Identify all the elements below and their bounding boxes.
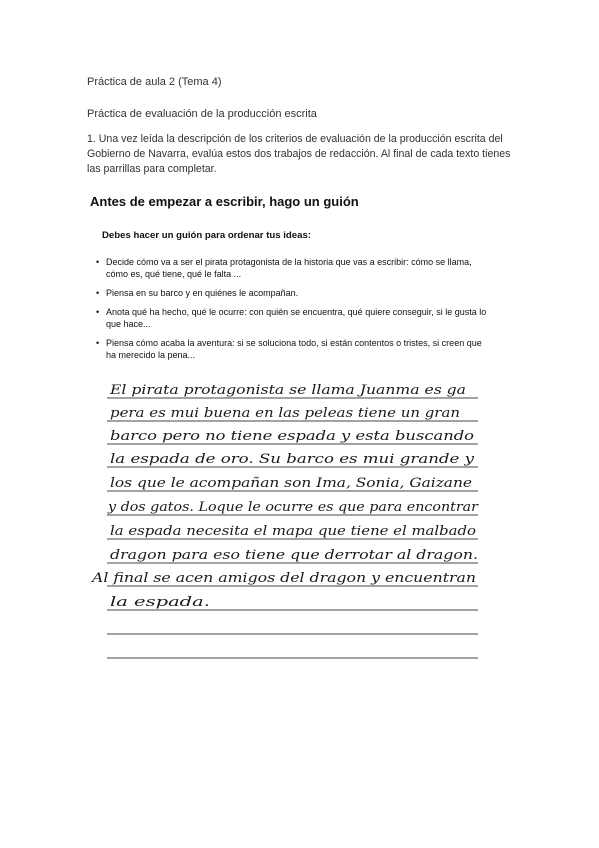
bullet-text: Piensa cómo acaba la aventura: si se soluciona todo, si están contentos o tristes, si creen que ha merecido la pena... bbox=[106, 338, 482, 360]
bullet-icon: • bbox=[96, 307, 100, 317]
handwritten-line: la espada de oro. Su barco es mui grande y bbox=[110, 452, 475, 467]
page-subtitle: Práctica de evaluación de la producción escrita bbox=[87, 108, 317, 120]
handwritten-line: pera es mui buena en las peleas tiene un gran bbox=[110, 406, 460, 421]
worksheet-subtitle: Debes hacer un guión para ordenar tus ideas: bbox=[102, 230, 311, 241]
handwritten-line: El pirata protagonista se llama Juanma es ga bbox=[108, 383, 467, 398]
list-item bbox=[96, 287, 491, 299]
handwritten-line: la espada necesita el mapa que tiene el malbado bbox=[110, 524, 477, 539]
bullet-icon: • bbox=[96, 257, 100, 267]
handwritten-line: los que le acompañan son Ima, Sonia, Gaizane bbox=[110, 476, 473, 491]
handwritten-line: la espada. bbox=[110, 595, 210, 610]
list-item bbox=[96, 256, 491, 280]
bullet-icon: • bbox=[96, 338, 100, 348]
handwritten-line: y dos gatos. Loque le ocurre es que para encontrar bbox=[106, 500, 479, 515]
bullet-text: Piensa en su barco y en quiénes le acompañan. bbox=[106, 288, 299, 298]
scanned-worksheet bbox=[84, 186, 504, 676]
list-item bbox=[96, 337, 491, 361]
handwritten-line: dragon para eso tiene que derrotar al dragon. bbox=[110, 548, 478, 563]
bullet-icon: • bbox=[96, 288, 100, 298]
handwritten-line: Al final se acen amigos del dragon y encuentran bbox=[90, 571, 477, 586]
bullet-text: Anota qué ha hecho, qué le ocurre: con quién se encuentra, qué quiere conseguir, si le gusta lo que hace... bbox=[106, 307, 487, 329]
page-title: Práctica de aula 2 (Tema 4) bbox=[87, 76, 222, 88]
bullet-text: Decide cómo va a ser el pirata protagonista de la historia que vas a escribir: cómo se llama, cómo es, qué tiene, qué le falta ... bbox=[106, 257, 472, 279]
list-item bbox=[96, 306, 491, 330]
instructions-paragraph: 1. Una vez leída la descripción de los criterios de evaluación de la producción escrita del Gobierno de Navarra, evalúa estos dos trabajos de redacción. Al final de cada texto tienes las parrillas para completar. bbox=[87, 133, 511, 175]
worksheet-title: Antes de empezar a escribir, hago un guión bbox=[90, 194, 359, 209]
bullet-list bbox=[96, 256, 491, 368]
handwritten-line: barco pero no tiene espada y esta buscando bbox=[110, 429, 475, 444]
